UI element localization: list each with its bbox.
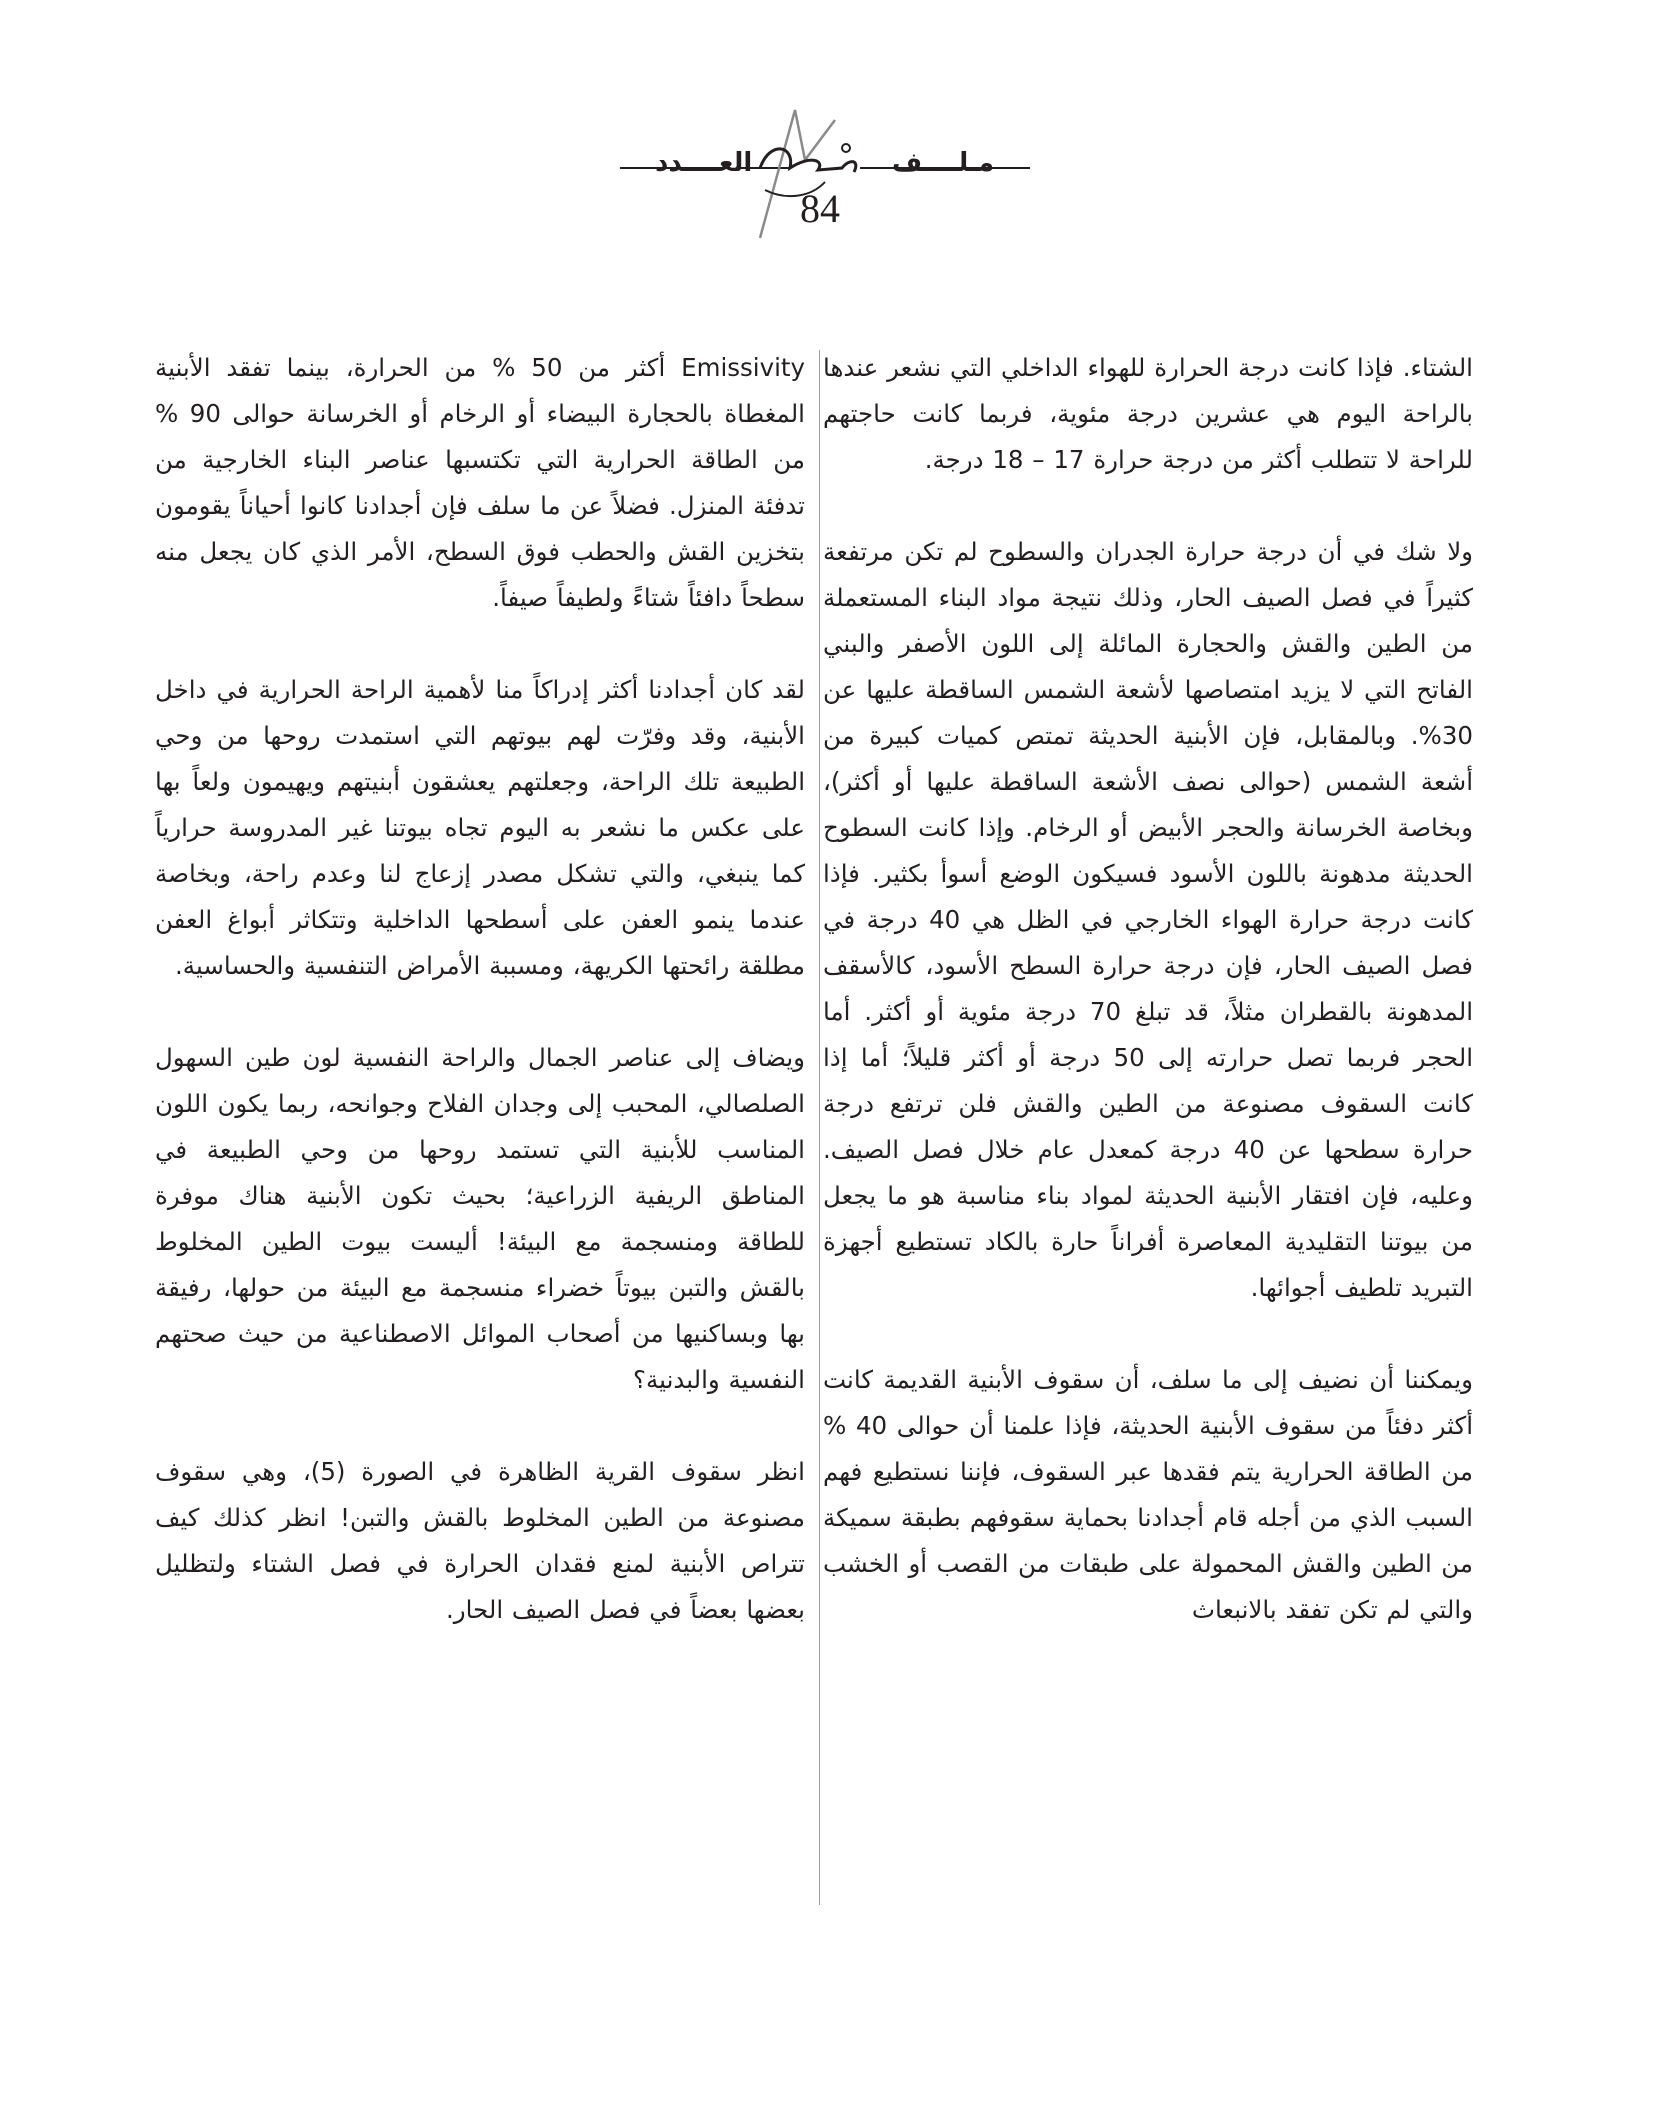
left-column	[155, 345, 805, 1679]
column-divider	[819, 350, 820, 1905]
paragraph: Emissivity أكثر من 50 % من الحرارة، بينما تفقد الأبنية المغطاة بالحجارة البيضاء أو الرخام أو الخرسانة حوالى 90 % من الطاقة الحرارية التي تكتسبها عناصر البناء الخارجية من تدفئة المنزل. فضلاً عن ما سلف فإن أجدادنا كانوا أحياناً يقومون بتخزين القش والحطب فوق السطح، الأمر الذي كان يجعل منه سطحاً دافئاً شتاءً ولطيفاً صيفاً.	[155, 353, 805, 612]
right-column	[823, 345, 1473, 1679]
page-number: 84	[800, 186, 840, 231]
paragraph: لقد كان أجدادنا أكثر إدراكاً منا لأهمية الراحة الحرارية في داخل الأبنية، وقد وفرّت لهم بيوتهم التي استمدت روحها من وحي الطبيعة تلك الراحة، وجعلتهم يعشقون أبنيتهم ويهيمون ولعاً بها على عكس ما نشعر به اليوم تجاه بيوتنا غير المدروسة حرارياً كما ينبغي، والتي تشكل مصدر إزعاج لنا وعدم راحة، وبخاصة عندما ينمو العفن على أسطحها الداخلية وتتكاثر أبواغ العفن مطلقة رائحتها الكريهة، ومسببة الأمراض التنفسية والحساسية.	[155, 675, 805, 980]
paragraph: ويضاف إلى عناصر الجمال والراحة النفسية لون طين السهول الصلصالي، المحبب إلى وجدان الفلاح وجوانحه، ربما يكون اللون المناسب للأبنية التي تستمد روحها من وحي الطبيعة في المناطق الريفية الزراعية؛ بحيث تكون الأبنية هناك موفرة للطاقة ومنسجمة مع البيئة! أليست بيوت الطين المخلوط بالقش والتبن بيوتاً خضراء منسجمة مع البيئة من حولها، رفيقة بها وبساكنيها من أصحاب الموائل الاصطناعية من حيث صحتهم النفسية والبدنية؟	[155, 1043, 805, 1394]
paragraph: ويمكننا أن نضيف إلى ما سلف، أن سقوف الأبنية القديمة كانت أكثر دفئاً من سقوف الأبنية الحديثة، فإذا علمنا أن حوالى 40 % من الطاقة الحرارية يتم فقدها عبر السقوف، فإننا نستطيع فهم السبب الذي من أجله قام أجدادنا بحماية سقوفهم بطبقة سميكة من الطين والقش المحمولة على طبقات من القصب أو الخشب والتي لم تكن تفقد بالانبعاث	[823, 1365, 1473, 1624]
paragraph: انظر سقوف القرية الظاهرة في الصورة (5)، وهي سقوف مصنوعة من الطين المخلوط بالقش والتبن! انظر كذلك كيف تتراص الأبنية لمنع فقدان الحرارة في فصل الشتاء ولتظليل بعضها بعضاً في فصل الصيف الحار.	[155, 1457, 805, 1624]
issue-label: العــــدد	[655, 148, 753, 178]
paragraph: الشتاء. فإذا كانت درجة الحرارة للهواء الداخلي التي نشعر عندها بالراحة اليوم هي عشرين درجة مئوية، فربما كانت حاجتهم للراحة لا تتطلب أكثر من درجة حرارة 17 – 18 درجة.	[823, 353, 1473, 474]
paragraph: ولا شك في أن درجة حرارة الجدران والسطوح لم تكن مرتفعة كثيراً في فصل الصيف الحار، وذلك نتيجة مواد البناء المستعملة من الطين والقش والحجارة المائلة إلى اللون الأصفر والبني الفاتح التي لا يزيد امتصاصها لأشعة الشمس الساقطة عليها عن 30%. وبالمقابل، فإن الأبنية الحديثة تمتص كميات كبيرة من أشعة الشمس (حوالى نصف الأشعة الساقطة عليها أو أكثر)، وبخاصة الخرسانة والحجر الأبيض أو الرخام. وإذا كانت السطوح الحديثة مدهونة باللون الأسود فسيكون الوضع أسوأ بكثير. فإذا كانت درجة حرارة الهواء الخارجي في الظل هي 40 درجة في فصل الصيف الحار، فإن درجة حرارة السطح الأسود، كالأسقف المدهونة بالقطران مثلاً، قد تبلغ 70 درجة مئوية أو أكثر. أما الحجر فربما تصل حرارته إلى 50 درجة أو أكثر قليلاً؛ أما إذا كانت السقوف مصنوعة من الطين والقش فلن ترتفع درجة حرارة سطحها عن 40 درجة كمعدل عام خلال فصل الصيف. وعليه، فإن افتقار الأبنية الحديثة لمواد بناء مناسبة هو ما يجعل من بيوتنا التقليدية المعاصرة أفراناً حارة بالكاد تستطيع أجهزة التبريد تلطيف أجوائها.	[823, 537, 1474, 1302]
section-label: مـلــــف	[892, 148, 995, 178]
